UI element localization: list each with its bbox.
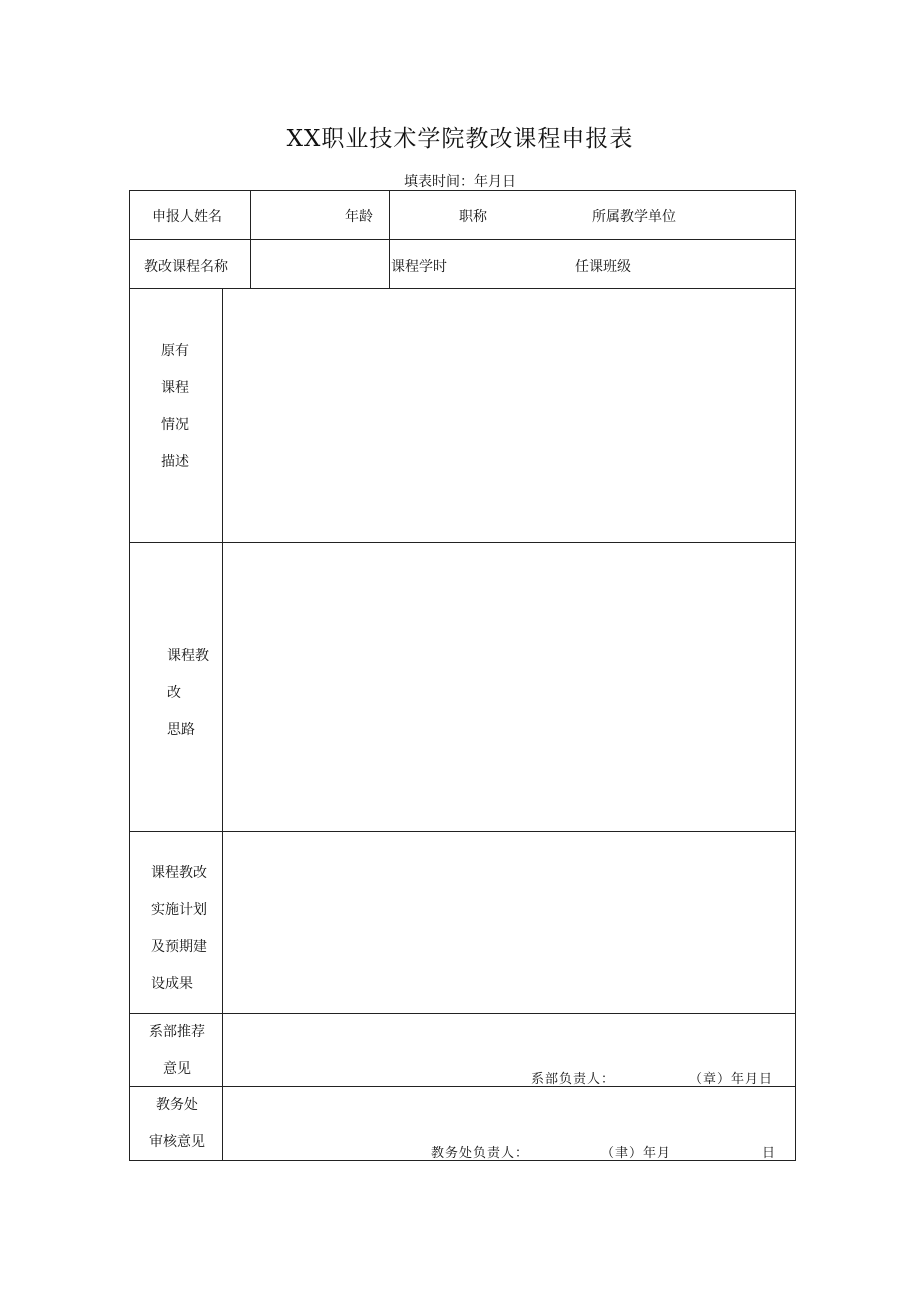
original-course-label: 原有 课程 情况 描述 — [161, 343, 189, 470]
office-stamp-date: （聿）年月 — [601, 1146, 672, 1161]
office-day-label: 日 — [762, 1146, 777, 1161]
course-name-label: 教改课程名称 — [144, 259, 228, 275]
original-course-field[interactable] — [226, 292, 791, 538]
office-review-field[interactable] — [226, 1090, 791, 1138]
page-title: XX职业技术学院教改课程申报表 — [286, 126, 634, 152]
dept-head-signature: 系部负责人： — [531, 1072, 616, 1087]
office-head-signature: 教务处负责人： — [431, 1146, 530, 1161]
dept-recommendation-field[interactable] — [226, 1017, 791, 1065]
applicant-name-label: 申报人姓名 — [152, 209, 222, 225]
reform-ideas-field[interactable] — [226, 546, 791, 827]
job-title-label: 职称 — [459, 209, 487, 225]
implementation-plan-field[interactable] — [226, 835, 791, 1009]
course-name-field[interactable] — [258, 247, 383, 281]
class-label: 任课班级 — [575, 259, 631, 275]
age-label: 年龄 — [345, 209, 373, 225]
teaching-unit-label: 所属教学单位 — [592, 209, 676, 225]
fill-time-label: 填表时间：年月日 — [404, 174, 516, 190]
implementation-plan-label: 课程教改 实施计划 及预期建 设成果 — [151, 865, 207, 992]
office-review-label: 教务处 审核意见 — [149, 1097, 205, 1150]
dept-stamp-date: （章）年月日 — [689, 1072, 774, 1087]
course-hours-label: 课程学时 — [391, 259, 447, 275]
dept-recommendation-label: 系部推荐 意见 — [149, 1024, 205, 1077]
reform-ideas-label: 课程教 改 思路 — [167, 648, 209, 738]
